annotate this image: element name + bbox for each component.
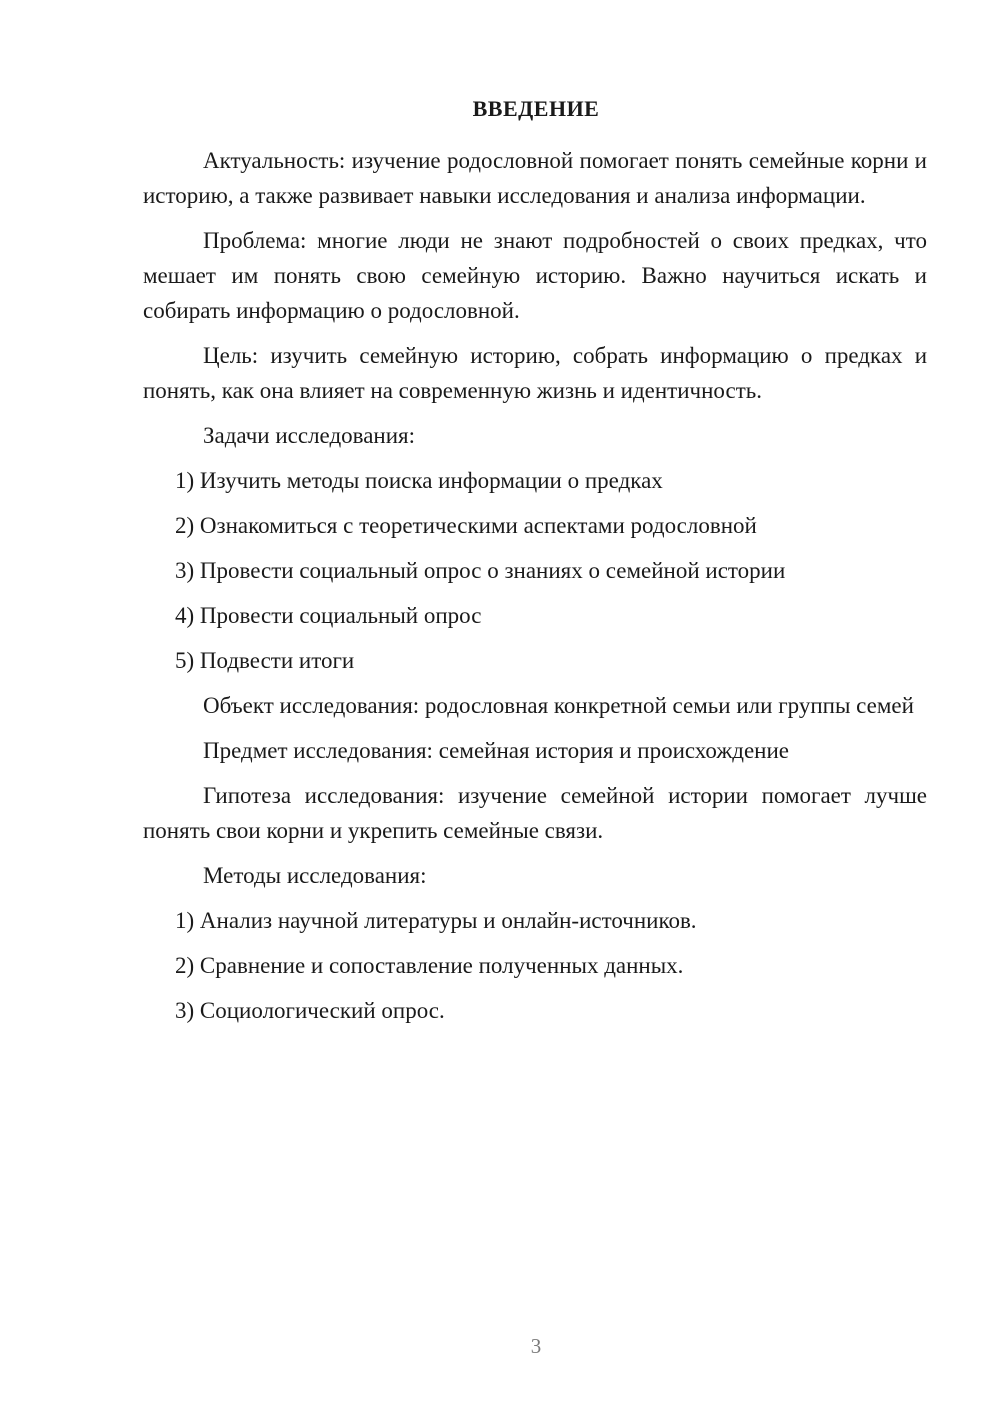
list-item: 1) Изучить методы поиска информации о предках — [175, 468, 663, 493]
list-item: 2) Сравнение и сопоставление полученных данных. — [175, 953, 684, 978]
goal-paragraph: Цель: изучить семейную историю, собрать информацию о предках и понять, как она влияет на современную жизнь и идентичность. — [143, 343, 927, 403]
list-item: 3) Социологический опрос. — [175, 998, 445, 1023]
tasks-title: Задачи исследования: — [203, 423, 416, 448]
methods-list — [143, 903, 927, 1028]
list-item: 1) Анализ научной литературы и онлайн-источников. — [175, 908, 697, 933]
subject-paragraph: Предмет исследования: семейная история и происхождение — [203, 738, 789, 763]
methods-title: Методы исследования: — [203, 863, 427, 888]
document-body — [143, 143, 927, 1038]
tasks-list — [143, 463, 927, 678]
relevance-paragraph: Актуальность: изучение родословной помогает понять семейные корни и историю, а также развивает навыки исследования и анализа информации. — [143, 148, 927, 208]
page-number: 3 — [530, 1334, 542, 1358]
problem-paragraph: Проблема: многие люди не знают подробностей о своих предках, что мешает им понять свою семейную историю. Важно научиться искать и собирать информацию о родословной. — [143, 228, 927, 323]
list-item: 4) Провести социальный опрос — [175, 603, 482, 628]
list-item: 3) Провести социальный опрос о знаниях о семейной истории — [175, 558, 786, 583]
page-heading: ВВЕДЕНИЕ — [472, 96, 600, 121]
list-item: 2) Ознакомиться с теоретическими аспектами родословной — [175, 513, 757, 538]
object-paragraph: Объект исследования: родословная конкретной семьи или группы семей — [203, 693, 914, 718]
hypothesis-paragraph: Гипотеза исследования: изучение семейной истории помогает лучше понять свои корни и укрепить семейные связи. — [143, 783, 927, 843]
list-item: 5) Подвести итоги — [175, 648, 355, 673]
